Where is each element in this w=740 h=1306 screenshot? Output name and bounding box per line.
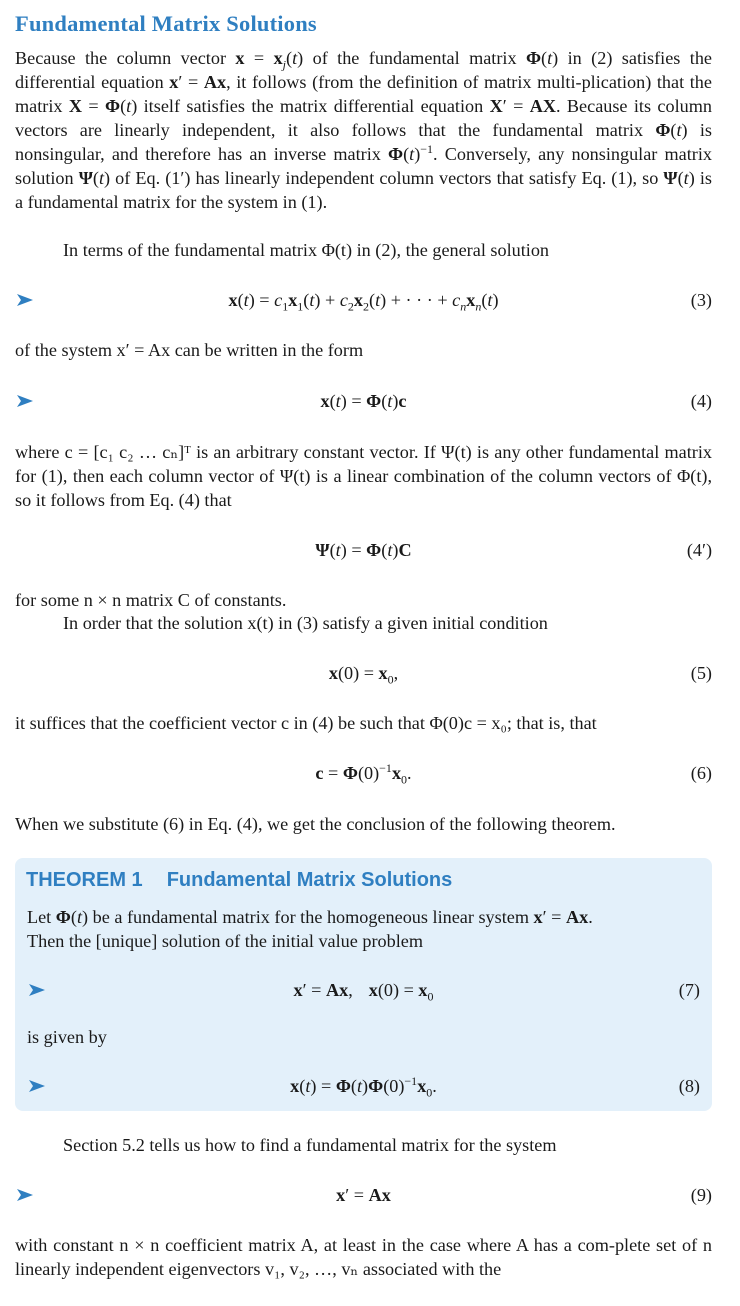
paragraph-2: In terms of the fundamental matrix Φ(t) in (2), the general solution [63,240,550,260]
equation-9: x′ = Ax (9) [15,1183,712,1211]
paragraph-3: of the system x′ = Ax can be written in the form [15,340,364,360]
equation-4: x(t) = Φ(t)c (4) [15,389,712,417]
equation-number: (6) [690,763,712,783]
equation-number: (7) [678,980,700,1000]
paragraph-10: with constant n × n coefficient matrix A, at least in the case where A has a com-plete set of n linearly independent eigenvectors v₁, v₂, …, vₙ associated with the [15,1235,712,1279]
equation-number: (5) [690,663,712,683]
equation-5: $x(0) = x_0$, (5) [328,663,712,687]
section-title: Fundamental Matrix Solutions [15,11,317,36]
equation-number: (4) [690,391,712,411]
equation-number: (4′) [686,540,712,560]
equation-number: (3) [690,290,712,310]
paragraph-6: In order that the solution x(t) in (3) satisfy a given initial condition [63,613,548,633]
paragraph-8: When we substitute (6) in Eq. (4), we get the conclusion of the following theorem. [15,814,616,834]
paragraph-4: where c = [c₁ c₂ … cₙ]ᵀ is an arbitrary constant vector. If Ψ(t) is any other fundamental matrix for (1), then each column vector of Ψ(t) is a linear combination of the column vectors of Φ(t), so it follows from Eq. (4) that [15,442,712,510]
equation-3: $x(t) = c_1x_1(t) + c_2x_2(t)$ + · · · + $c_nx_n(t)$ (3) [15,288,712,316]
equation-number: (9) [690,1185,712,1205]
equation-number: (8) [678,1076,700,1096]
equation-4-prime: Ψ(t) = Φ(t)C (4′) [315,540,712,560]
theorem-heading [26,868,452,892]
theorem-title: Fundamental Matrix Solutions [166,869,453,891]
paragraph-9: Section 5.2 tells us how to find a fundamental matrix for the system [63,1135,557,1155]
theorem-label: THEOREM 1 [26,869,143,891]
theorem-given-by: is given by [27,1027,107,1047]
equation-6: $c = \Phi(0)^{-1}x_0$. (6) [315,760,712,787]
paragraph-1: Because the column vector $x = x_j(t)$ of the fundamental matrix Φ(t) in (2) satisfies the differential equation x′ = Ax, it follows (from the definition of matrix multi-plication) that the matrix X = Φ(t) itself satisfies the matrix differential equation X′ = AX. Because its column vectors are linearly independent, it also follows that the fundamental matrix Φ(t) is nonsingular, and therefore has an inverse matrix $\Phi(t)^{-1}$. Conversely, any nonsingular matrix solution Ψ(t) of Eq. (1′) has linearly independent column vectors that satisfy Eq. (1), so Ψ(t) is a fundamental matrix for the system in (1). [15,48,713,212]
paragraph-5: for some n × n matrix C of constants. [15,590,287,610]
equation-7: x′ = Ax, $x(0) = x_0$ (7) [27,978,700,1006]
paragraph-7: it suffices that the coefficient vector c in (4) be such that Φ(0)c = x₀; that is, that [15,713,597,733]
theorem-statement: Let Φ(t) be a fundamental matrix for the homogeneous linear system x′ = Ax. Then the [unique] solution of the initial value problem [27,907,593,951]
equation-8: $x(t) = \Phi(t)\Phi(0)^{-1}x_0$. (8) [27,1074,700,1102]
